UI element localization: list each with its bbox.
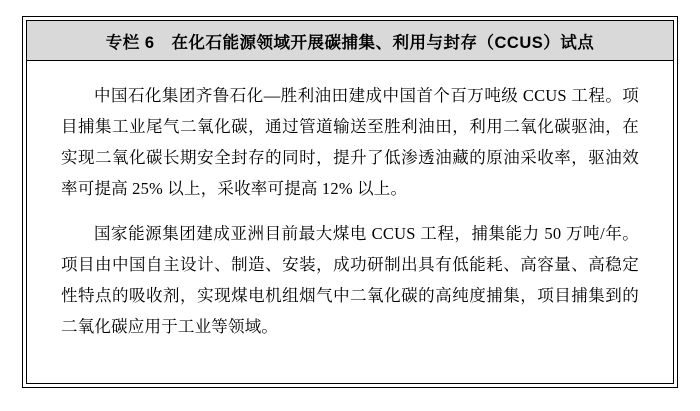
feature-box-inner-border xyxy=(26,20,674,384)
feature-box-title: 专栏 6 在化石能源领域开展碳捕集、利用与封存（CCUS）试点 xyxy=(105,33,595,52)
feature-box-body xyxy=(27,62,673,383)
paragraph: 国家能源集团建成亚洲目前最大煤电 CCUS 工程，捕集能力 50 万吨/年。项目由中国自主设计、制造、安装，成功研制出具有低能耗、高容量、高稳定性特点的吸收剂，实现煤电机组烟气中二氧化碳的高纯度捕集，项目捕集到的二氧化碳应用于工业等领域。 xyxy=(61,224,639,336)
feature-box-title-bar xyxy=(27,21,673,61)
paragraph: 中国石化集团齐鲁石化—胜利油田建成中国首个百万吨级 CCUS 工程。项目捕集工业尾气二氧化碳，通过管道输送至胜利油田，利用二氧化碳驱油，在实现二氧化碳长期安全封存的同时，提升了低渗透油藏的原油采收率，驱油效率可提高 25% 以上，采收率可提高 12% 以上。 xyxy=(61,86,639,198)
feature-box xyxy=(22,16,678,388)
